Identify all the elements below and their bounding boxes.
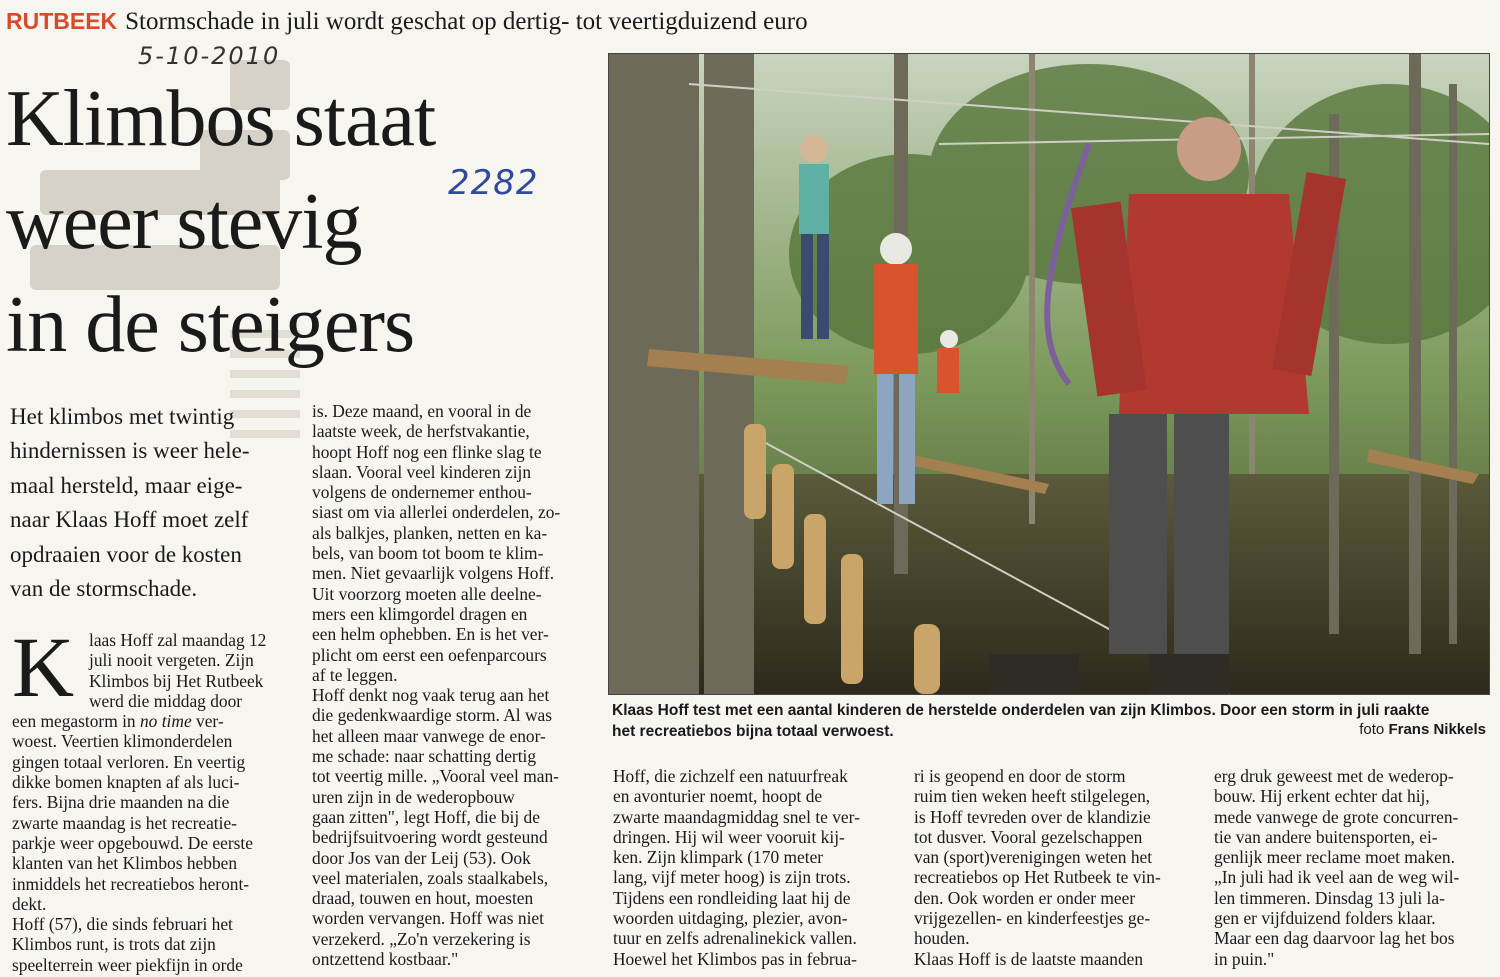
- text-line: erg druk geweest met de wederop-: [1214, 766, 1454, 786]
- text-line: Klimbos runt, is trots dat zijn: [12, 934, 216, 955]
- text-line: juli nooit vergeten. Zijn: [89, 650, 254, 671]
- text-line: bouw. Hij erkent echter dat hij,: [1214, 786, 1430, 807]
- text-line: inmiddels het recreatiebos heront-: [12, 873, 250, 894]
- text-line: zwarte maandag is het recreatie-: [12, 812, 237, 833]
- credit-name: Frans Nikkels: [1388, 721, 1486, 738]
- article-column-2: [312, 401, 597, 969]
- text-line: mers een klimgordel dragen en: [312, 603, 528, 624]
- text-line: in puin.": [1214, 948, 1275, 969]
- text-line: een megastorm in no time ver-: [12, 711, 224, 732]
- text-line: ri is geopend en door de storm: [914, 766, 1126, 786]
- headline-line: in de steigers: [6, 281, 415, 369]
- text-line: Hoff denkt nog vaak terug aan het: [312, 685, 550, 706]
- text-line: tot dusver. Vooral gezelschappen: [914, 826, 1143, 847]
- text-line: een helm ophebben. En is het ver-: [312, 624, 549, 645]
- text-line: „In juli had ik veel aan de weg wil-: [1214, 867, 1460, 888]
- text-line: recreatiebos op Het Rutbeek te vin-: [914, 867, 1161, 888]
- text-line: ruim tien weken heeft stilgelegen,: [914, 786, 1151, 807]
- text-line: plicht om eerst een oefenparcours: [312, 644, 547, 665]
- text-line: me schade: naar schatting dertig: [312, 746, 537, 767]
- text-line: slaan. Vooral veel kinderen zijn: [312, 461, 532, 482]
- photo-credit: [1359, 721, 1486, 738]
- intro-paragraph: [10, 400, 290, 606]
- text-line: woorden uitdaging, plezier, avon-: [613, 908, 848, 929]
- text-line: Hoff, die zichzelf een natuurfreak: [613, 766, 848, 786]
- text-line: als balkjes, planken, netten en ka-: [312, 522, 548, 543]
- text-line: men. Niet gevaarlijk volgens Hoff.: [312, 563, 555, 584]
- text-line: klanten van het Klimbos hebben: [12, 853, 238, 874]
- text-line: gaan zitten", legt Hoff, die bij de: [312, 806, 540, 827]
- text-line: Maar een dag daarvoor lag het bos: [1214, 928, 1455, 949]
- text-line: zwarte maandagmiddag snel te ver-: [613, 806, 860, 827]
- headline-line: Klimbos staat: [6, 75, 436, 163]
- text-line: Klimbos bij Het Rutbeek: [89, 670, 264, 691]
- text-line: siast om via allerlei onderdelen, zo-: [312, 502, 561, 523]
- caption-line: Klaas Hoff test met een aantal kinderen de herstelde onderdelen van zijn Klimbos. Door een storm in juli raakte: [612, 702, 1430, 719]
- text-line: Tijdens een rondleiding laat hij de: [613, 887, 851, 908]
- text-line: worden vervangen. Hoff was niet: [312, 908, 544, 929]
- intro-line: van de stormschade.: [10, 576, 198, 602]
- dropcap: K: [12, 619, 75, 715]
- kicker-text: Stormschade in juli wordt geschat op dertig- tot veertigduizend euro: [125, 8, 808, 35]
- kicker: [6, 6, 808, 36]
- intro-line: maal hersteld, maar eige-: [10, 472, 243, 498]
- handwritten-number: 2282: [448, 163, 539, 203]
- intro-line: naar Klaas Hoff moet zelf: [10, 507, 249, 533]
- text-line: Hoewel het Klimbos pas in februa-: [613, 948, 857, 969]
- text-line: veel materialen, zoals staalkabels,: [312, 867, 549, 888]
- text-line: Uit voorzorg moeten alle deelne-: [312, 583, 542, 604]
- klimbos-photo: [608, 53, 1490, 695]
- text-line: draad, touwen en hout, moesten: [312, 888, 534, 909]
- text-line: en avonturier noemt, hoopt de: [613, 786, 823, 807]
- article-column-3: [613, 766, 898, 969]
- text-line: len timmeren. Dinsdag 13 juli la-: [1214, 887, 1445, 908]
- text-line: van (sport)verenigingen weten het: [914, 847, 1153, 868]
- text-line: gingen totaal verloren. En veertig: [12, 751, 246, 772]
- article-column-5: [1214, 766, 1499, 969]
- text-line: dekt.: [12, 893, 47, 914]
- text-line: Klaas Hoff is de laatste maanden: [914, 948, 1144, 969]
- text-line: is Hoff tevreden over de klandizie: [914, 806, 1151, 827]
- text-line: lang, vijf meter hoog) is zijn trots.: [613, 867, 851, 888]
- text-line: uren zijn in de wederopbouw: [312, 786, 515, 807]
- klimbos-photo-illustration: [609, 54, 1489, 694]
- text-line: hoopt Hoff nog een flinke slag te: [312, 441, 542, 462]
- article-column-4: [914, 766, 1199, 969]
- headline: [6, 68, 566, 377]
- text-line: fers. Bijna drie maanden na die: [12, 792, 230, 813]
- text-line: speelterrein weer piekfijn in orde: [12, 954, 243, 975]
- text-line: tuur en zelfs adrenalinekick vallen.: [613, 928, 857, 949]
- text-line: dringen. Hij wil weer vooruit kij-: [613, 826, 845, 847]
- credit-prefix: foto: [1359, 721, 1385, 738]
- intro-line: hindernissen is weer hele-: [10, 438, 250, 464]
- intro-line: opdraaien voor de kosten: [10, 541, 242, 567]
- text-line: laatste week, de herfstvakantie,: [312, 421, 530, 442]
- text-line: dikke bomen knapten af als luci-: [12, 772, 240, 793]
- text-line: die gedenkwaardige storm. Al was: [312, 705, 553, 726]
- text-line: vrijgezellen- en kinderfeestjes ge-: [914, 908, 1151, 929]
- headline-line: weer stevig: [6, 178, 362, 266]
- text-line: woest. Veertien klimonderdelen: [12, 731, 233, 752]
- text-line: mede vanwege de grote concurren-: [1214, 806, 1459, 827]
- text-line: Hoff (57), die sinds februari het: [12, 914, 233, 935]
- text-line: houden.: [914, 928, 970, 949]
- text-line: ontzettend kostbaar.": [312, 949, 459, 970]
- text-line: bels, van boom tot boom te klim-: [312, 543, 544, 564]
- text-line: tie van andere buitensporten, ei-: [1214, 826, 1438, 847]
- text-line: tot veertig mille. „Vooral veel man-: [312, 766, 559, 787]
- article-column-1: [12, 619, 302, 975]
- section-label: RUTBEEK: [6, 8, 118, 34]
- text-line: door Jos van der Leij (53). Ook: [312, 847, 531, 868]
- text-line: het alleen maar vanwege de enor-: [312, 725, 546, 746]
- caption-line: het recreatiebos bijna totaal verwoest.: [612, 723, 894, 740]
- text-line: bedrijfsuitvoering wordt gesteund: [312, 827, 548, 848]
- intro-line: Het klimbos met twintig: [10, 404, 235, 429]
- text-line: parkje weer opgebouwd. De eerste: [12, 832, 253, 853]
- text-line: den. Ook worden er onder meer: [914, 887, 1136, 908]
- text-line: verzekerd. „Zo'n verzekering is: [312, 928, 531, 949]
- text-line: af te leggen.: [312, 664, 398, 685]
- emphasis: no time: [139, 711, 192, 732]
- text-line: ken. Zijn klimpark (170 meter: [613, 847, 824, 868]
- text-line: gen er vijfduizend folders klaar.: [1214, 908, 1436, 929]
- text-line: laas Hoff zal maandag 12: [89, 630, 267, 650]
- text-line: werd die middag door: [89, 690, 243, 711]
- text-line: volgens de ondernemer enthou-: [312, 482, 532, 503]
- handwritten-date: 5-10-2010: [138, 42, 281, 70]
- text-line: genlijk meer reclame moet maken.: [1214, 847, 1455, 868]
- text-line: is. Deze maand, en vooral in de: [312, 401, 532, 421]
